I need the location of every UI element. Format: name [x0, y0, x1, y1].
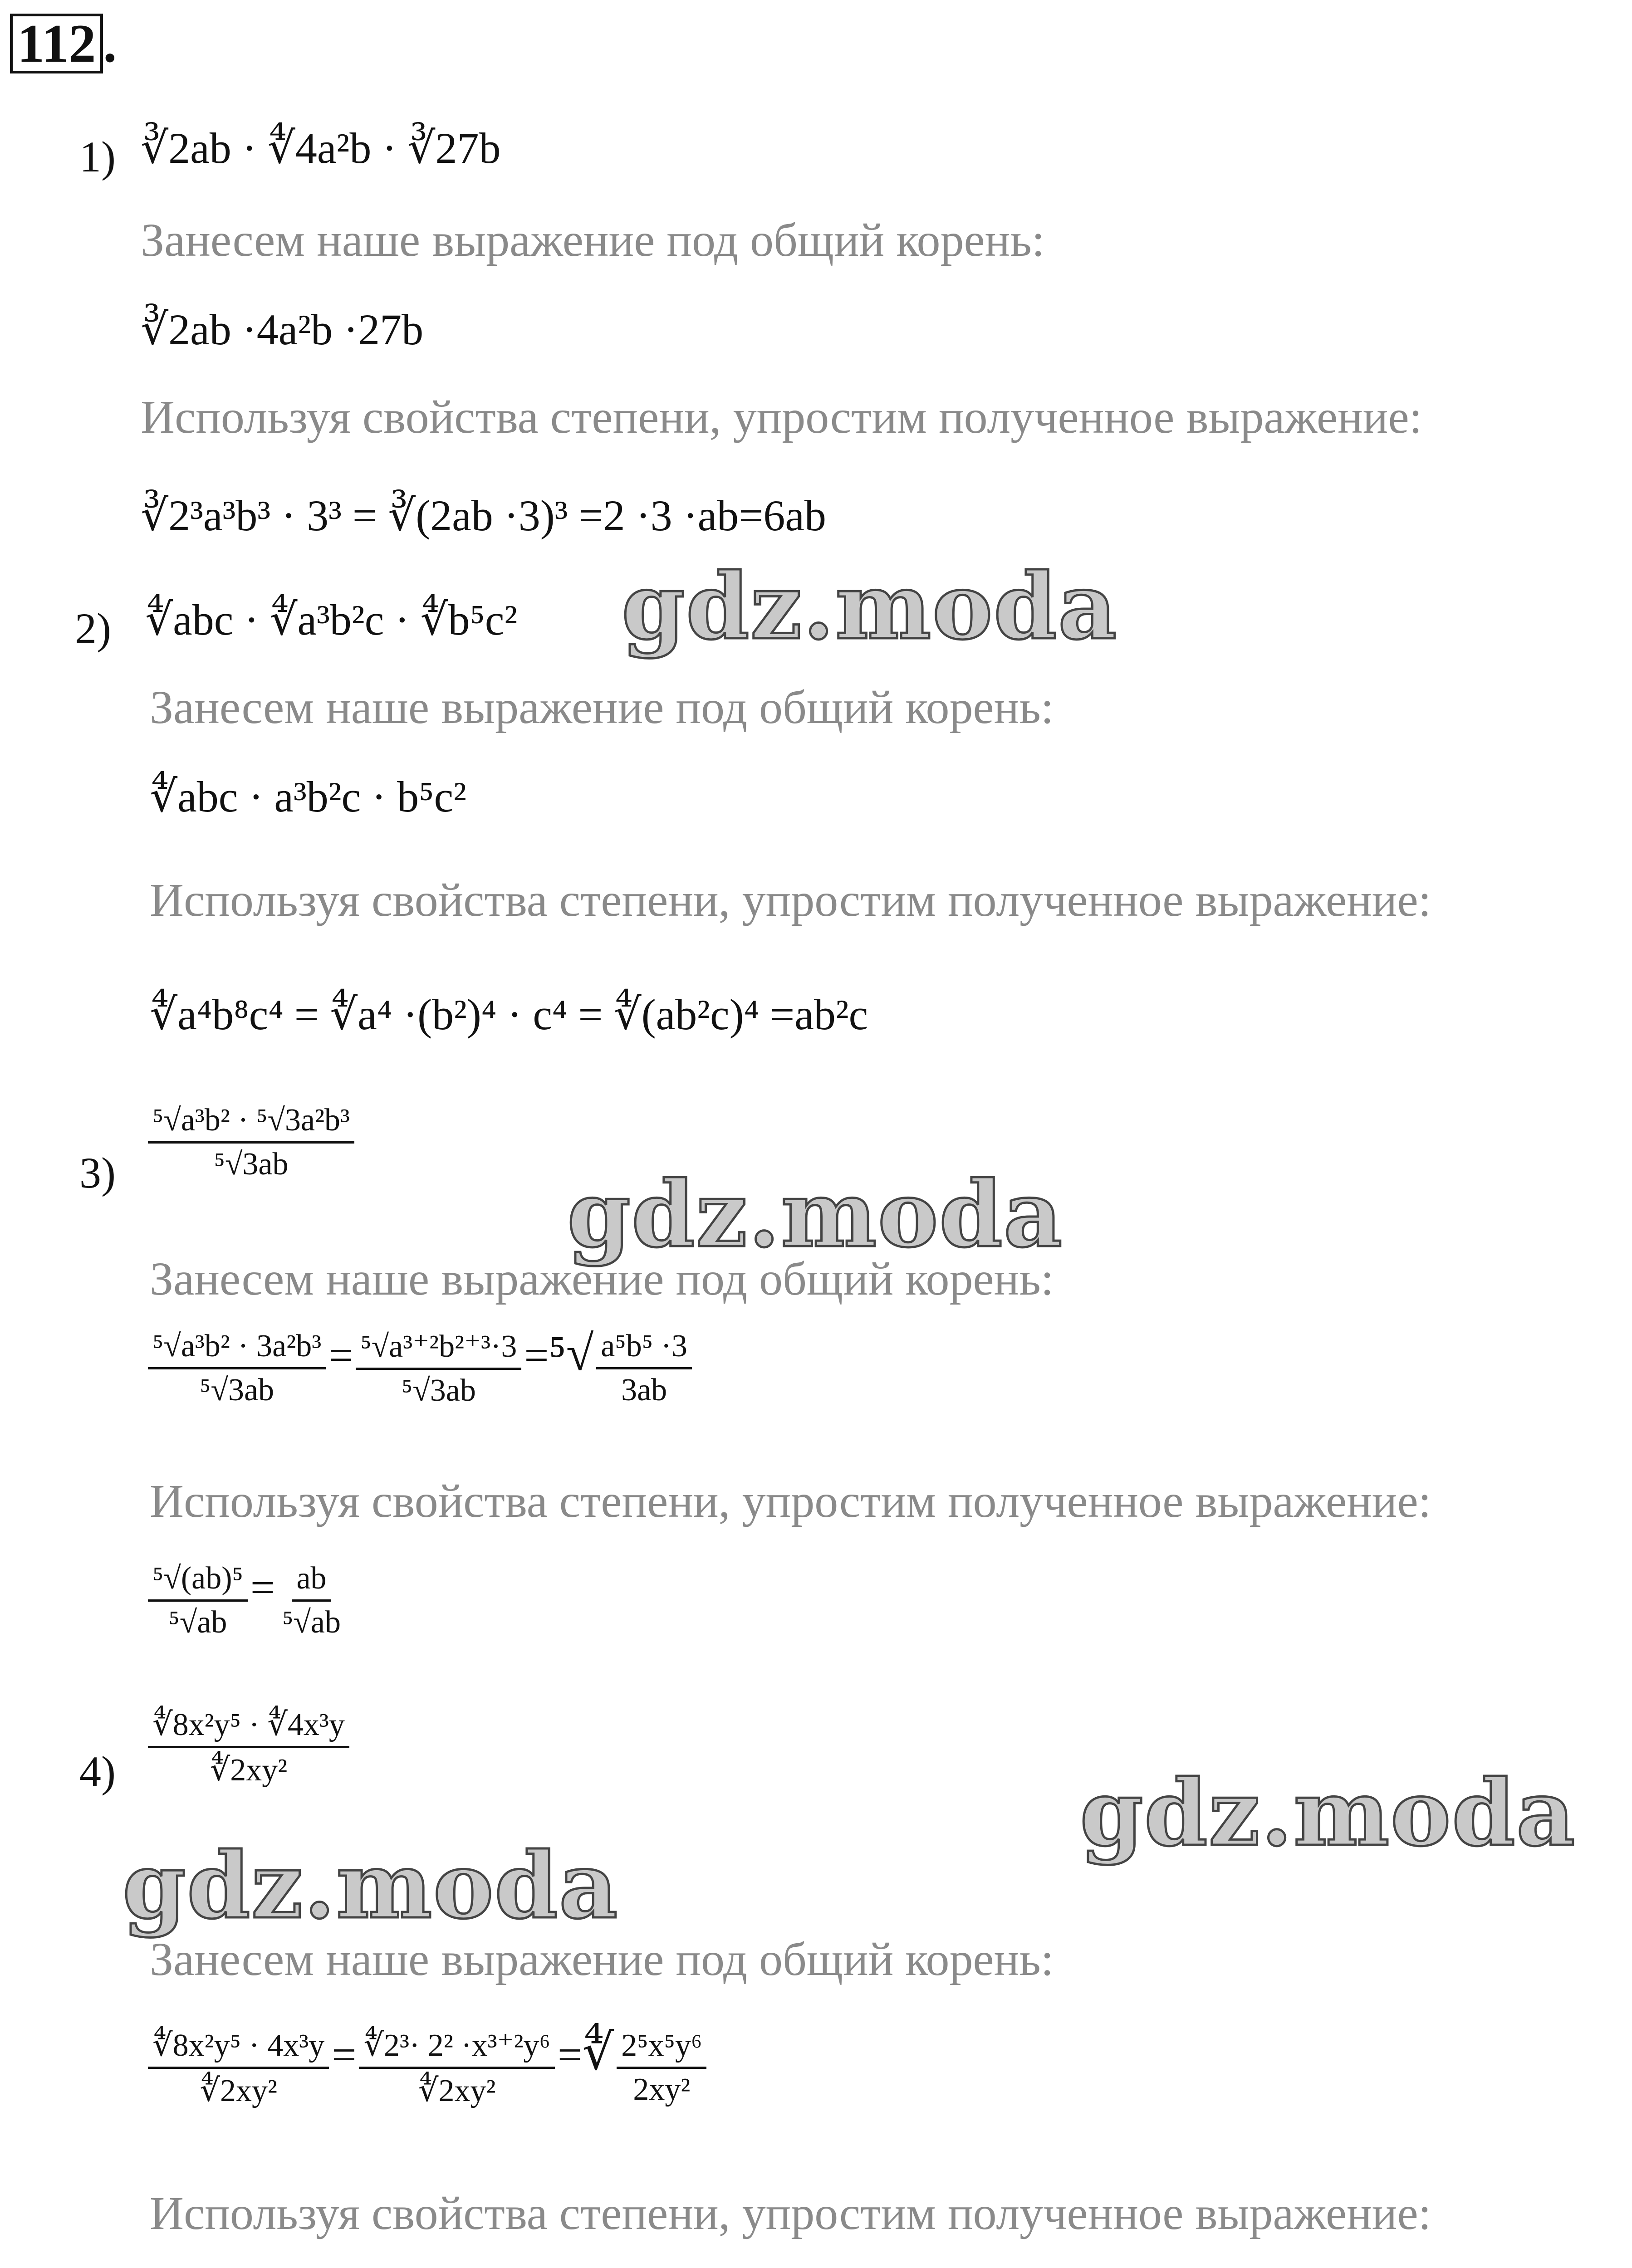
item-4-step-1b — [359, 2026, 555, 2109]
exercise-number — [10, 14, 117, 73]
item-2-label: 2) — [75, 604, 111, 653]
exercise-number-box: 112 — [10, 14, 103, 73]
radical-sign: ⁵√ — [549, 1325, 594, 1381]
item-3-step-1c-num: a⁵b⁵ ·3 — [596, 1328, 692, 1369]
item-1-explain-1: Занесем наше выражение под общий корень: — [141, 214, 1045, 266]
watermark-2: gdz.moda — [567, 1161, 1063, 1268]
item-3-fraction — [148, 1102, 354, 1183]
radical-sign: ∜ — [582, 2025, 614, 2080]
item-4-step-1a-num: ∜8x²y⁵ · 4x³y — [148, 2026, 329, 2069]
item-4-expression — [145, 1706, 352, 1789]
item-1-expression: ∛2ab · ∜4a²b · ∛27b — [141, 124, 501, 172]
item-1-label: 1) — [79, 132, 116, 181]
item-3-step-2a-num: ⁵√(ab)⁵ — [148, 1560, 248, 1602]
item-4-denominator: ∜2xy² — [210, 1753, 288, 1788]
equals-sign: = — [250, 1563, 275, 1612]
item-4-step-1a-den: ∜2xy² — [200, 2073, 277, 2108]
item-4-step-1a — [148, 2026, 329, 2109]
item-4-step-1 — [145, 2023, 709, 2109]
item-3-step-1a-den: ⁵√3ab — [200, 1372, 274, 1408]
item-4-fraction — [148, 1706, 349, 1789]
item-3-expression — [145, 1102, 357, 1183]
item-2-step-1: ∜abc · a³b²c · b⁵c² — [150, 772, 466, 821]
exercise-number-dot: . — [103, 13, 117, 73]
item-4-explain-1: Занесем наше выражение под общий корень: — [150, 1933, 1054, 1985]
item-3-numerator: ⁵√a³b² · ⁵√3a²b³ — [148, 1102, 354, 1144]
item-3-step-1a — [148, 1328, 326, 1408]
item-3-step-1c-den: 3ab — [621, 1372, 667, 1408]
item-3-step-2b — [278, 1560, 345, 1641]
equals-sign: = — [557, 2030, 583, 2079]
item-1-step-2: ∛2³a³b³ · 3³ = ∛(2ab ·3)³ =2 ·3 ·ab=6ab — [141, 491, 826, 540]
item-1-step-1: ∛2ab ·4a²b ·27b — [141, 305, 424, 354]
item-4-step-1c — [617, 2028, 706, 2108]
item-3-label: 3) — [79, 1149, 116, 1197]
item-2-explain-1: Занесем наше выражение под общий корень: — [150, 681, 1054, 733]
item-4-label: 4) — [79, 1747, 116, 1796]
item-4-step-1c-den: 2xy² — [633, 2072, 691, 2107]
item-3-step-2b-num: ab — [292, 1560, 331, 1602]
item-4-step-1b-num: ∜2³· 2² ·x³⁺²y⁶ — [359, 2026, 555, 2069]
item-3-step-1c — [596, 1328, 692, 1408]
item-4-explain-2: Используя свойства степени, упростим полученное выражение: — [150, 2187, 1431, 2239]
item-3-step-1b-den: ⁵√3ab — [401, 1373, 476, 1408]
item-2-explain-2: Используя свойства степени, упростим полученное выражение: — [150, 874, 1431, 926]
item-3-denominator: ⁵√3ab — [214, 1147, 289, 1182]
item-4-step-1b-den: ∜2xy² — [418, 2073, 496, 2108]
item-4-step-1c-num: 2⁵x⁵y⁶ — [617, 2028, 706, 2069]
item-3-step-1 — [145, 1325, 695, 1409]
item-3-step-1b-num: ⁵√a³⁺²b²⁺³·3 — [356, 1327, 521, 1370]
item-3-explain-1: Занесем наше выражение под общий корень: — [150, 1253, 1054, 1305]
item-3-explain-2: Используя свойства степени, упростим полученное выражение: — [150, 1475, 1431, 1527]
item-3-step-2b-den: ⁵√ab — [282, 1605, 341, 1640]
item-4-numerator: ∜8x²y⁵ · ∜4x³y — [148, 1706, 349, 1748]
item-2-expression: ∜abc · ∜a³b²c · ∜b⁵c² — [145, 596, 518, 644]
item-3-step-2a-den: ⁵√ab — [168, 1605, 227, 1640]
item-3-step-1b — [356, 1327, 521, 1409]
item-3-step-2 — [145, 1560, 348, 1641]
equals-sign: = — [524, 1331, 549, 1379]
item-2-step-2: ∜a⁴b⁸c⁴ = ∜a⁴ ·(b²)⁴ · c⁴ = ∜(ab²c)⁴ =ab²c — [150, 990, 868, 1039]
equals-sign: = — [332, 2030, 357, 2079]
equals-sign: = — [328, 1331, 353, 1379]
watermark-3: gdz.moda — [1080, 1760, 1576, 1867]
watermark-1: gdz.moda — [622, 553, 1118, 660]
item-1-explain-2: Используя свойства степени, упростим полученное выражение: — [141, 391, 1422, 443]
watermark-4: gdz.moda — [123, 1833, 619, 1939]
item-3-step-1a-num: ⁵√a³b² · 3a²b³ — [148, 1328, 326, 1369]
item-3-step-2a — [148, 1560, 248, 1641]
